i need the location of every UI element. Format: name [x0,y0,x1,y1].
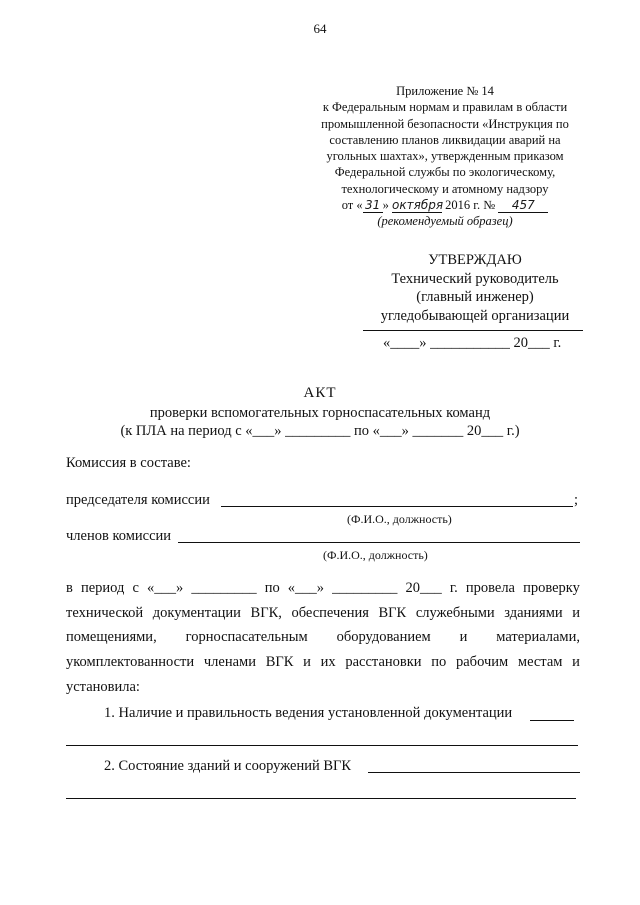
approval-signature-line [363,330,583,331]
date-year: 2016 г. № [445,198,496,213]
word: г. [449,580,458,596]
findings-paragraph [66,576,580,700]
word: провела [465,580,515,596]
word: ВГК [378,604,407,621]
word: и [572,654,580,671]
word: _________ [191,580,257,596]
item-2-text: 2. Состояние зданий и сооружений ВГК [104,758,352,774]
word: _________ [332,580,398,596]
paragraph-line-4 [66,650,580,675]
commission-label: Комиссия в составе: [66,455,191,471]
appendix-block [300,83,590,230]
appendix-line-2: к Федеральным нормам и правилам в области [322,100,568,115]
item-1-text: 1. Наличие и правильность ведения установленной документации [104,705,513,721]
act-title: АКТ [303,385,337,401]
item-2-fill-line [66,798,576,799]
act-period: (к ПЛА на период с «___» _________ по «___» _______ 20___ г.) [120,423,520,439]
paragraph-line-5: установила: [66,678,140,695]
word: местам [517,654,563,671]
paragraph-line-1 [66,576,580,601]
word: в [66,580,73,596]
word: «___» [147,580,184,596]
word: обеспечения [291,604,369,621]
page-number: 64 [313,21,327,36]
appendix-order-date [300,197,590,213]
fio-caption-2: (Ф.И.О., должность) [323,548,428,562]
paragraph-line-2 [66,601,580,626]
members-fill-line [178,542,580,543]
chairman-label: председателя комиссии [66,492,210,508]
appendix-line-1: Приложение № 14 [396,84,494,98]
item-1-short-line [530,720,574,721]
word: помещениями, [66,629,157,646]
word: период [80,580,125,596]
appendix-line-3: промышленной безопасности «Инструкция по [321,116,569,131]
approval-line-2: Технический руководитель [391,270,559,287]
word: зданиями [504,604,563,621]
paragraph-line-3 [66,625,580,650]
chairman-semicolon: ; [574,492,579,508]
word: их [320,654,336,671]
word: рабочим [456,654,509,671]
word: материалами, [496,629,580,646]
word: горноспасательным [185,629,308,646]
word: по [264,580,280,596]
word: членами [203,654,256,671]
approval-heading: УТВЕРЖДАЮ [428,252,522,268]
approval-block [340,251,610,325]
word: расстановки [345,654,422,671]
word: ВГК, [250,604,282,621]
appendix-line-6: Федеральной службы по экологическому, [334,165,556,180]
word: и [459,629,468,646]
date-mid: » [382,198,389,213]
word: технической [66,604,144,621]
word: с [132,580,139,596]
date-month-handwritten: октября [392,198,444,213]
word: документации [152,604,241,621]
word: укомплектованности [66,654,195,671]
word: 20___ [405,580,442,596]
members-label: членов комиссии [66,528,172,544]
item-1-fill-line [66,745,578,746]
appendix-line-7: технологическому и атомному надзору [341,181,549,196]
word: «___» [287,580,325,596]
approval-line-4: угледобывающей организации [380,307,570,324]
chairman-fill-line [221,506,573,507]
appendix-line-5: угольных шахтах», утвержденным приказом [326,149,564,164]
recommended-sample-note: (рекомендуемый образец) [377,214,513,229]
word: служебными [415,604,495,621]
word: ВГК [265,654,294,671]
item-2-short-line [368,772,580,773]
word: проверку [523,580,580,596]
order-number-handwritten: 457 [498,199,548,213]
word: оборудованием [336,629,431,646]
date-day-handwritten: 31 [363,199,383,213]
date-prefix: от « [341,198,363,213]
approval-line-3: (главный инженер) [416,289,534,305]
appendix-line-4: составлению планов ликвидации аварий на [329,132,561,147]
word: и [572,604,580,621]
fio-caption-1: (Ф.И.О., должность) [347,512,452,526]
approval-date-line: «____» ___________ 20___ г. [383,335,562,351]
act-subtitle: проверки вспомогательных горноспасательных команд [149,405,491,421]
word: и [303,654,311,671]
word: по [431,654,447,671]
